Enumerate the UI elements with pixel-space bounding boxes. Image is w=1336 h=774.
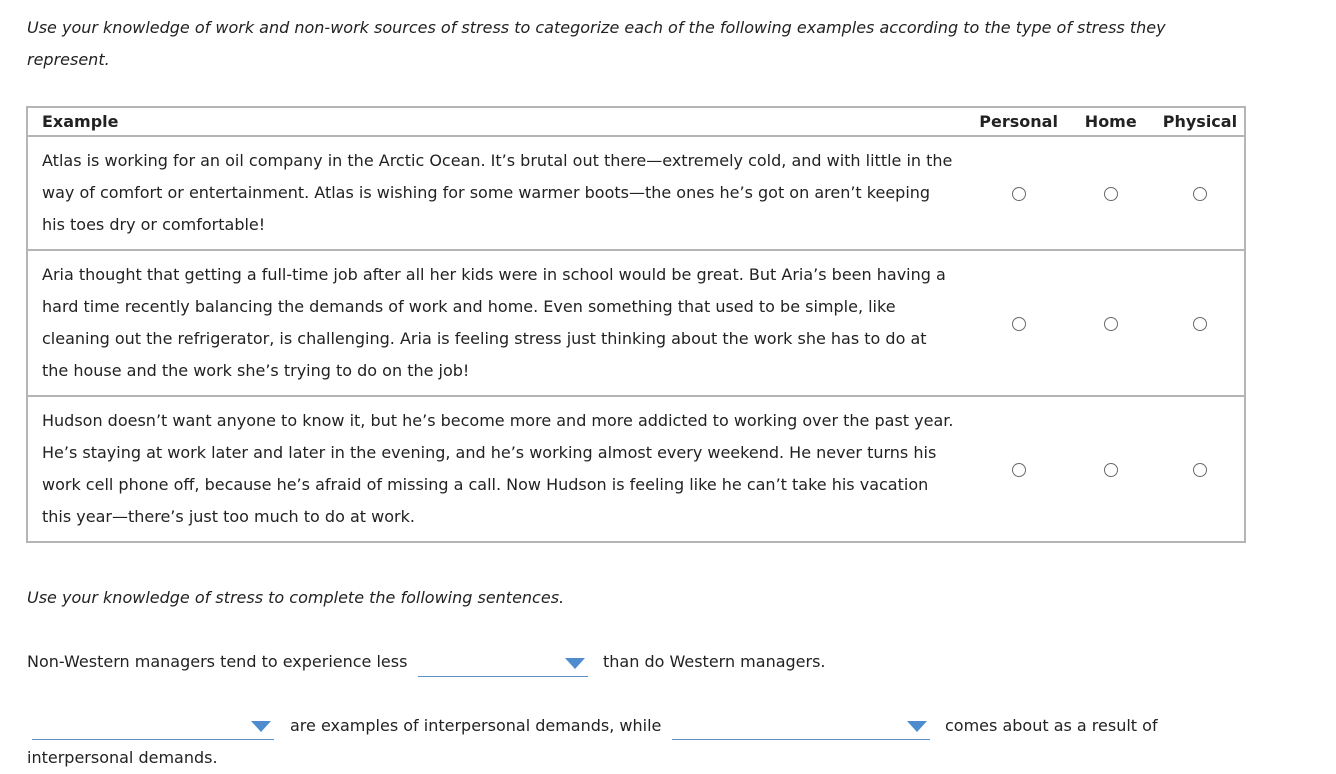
example-text: Atlas is working for an oil company in the Arctic Ocean. It’s brutal out there—extremely cold, and with little in the way of comfort or entertainment. Atlas is wishing for some warmer boots—the ones he’s got on aren’t keeping his toes dry or comfortable!	[27, 136, 972, 250]
sentence2-middle: are examples of interpersonal demands, while	[290, 716, 662, 735]
radio-home[interactable]	[1104, 317, 1118, 331]
sentence1-dropdown[interactable]	[418, 648, 588, 677]
radio-physical[interactable]	[1193, 317, 1207, 331]
sentence2-continuation: interpersonal demands.	[27, 748, 218, 767]
chevron-down-icon	[907, 721, 927, 732]
radio-home[interactable]	[1104, 463, 1118, 477]
header-home: Home	[1066, 107, 1156, 136]
table-row	[27, 396, 1245, 542]
radio-personal[interactable]	[1012, 187, 1026, 201]
sentence1-after: than do Western managers.	[603, 652, 826, 671]
radio-personal[interactable]	[1012, 463, 1026, 477]
instructions-text: Use your knowledge of work and non-work sources of stress to categorize each of the following examples according to the type of stress they represent.	[27, 18, 1166, 69]
stress-categorization-table	[26, 106, 1246, 543]
table-row	[27, 136, 1245, 250]
table-header-row	[27, 107, 1245, 136]
chevron-down-icon	[251, 721, 271, 732]
sentence1-before: Non-Western managers tend to experience less	[27, 652, 408, 671]
radio-physical[interactable]	[1193, 463, 1207, 477]
radio-physical[interactable]	[1193, 187, 1207, 201]
sentence2-after: comes about as a result of	[945, 716, 1158, 735]
example-text: Aria thought that getting a full-time job after all her kids were in school would be great. But Aria’s been having a hard time recently balancing the demands of work and home. Even something that used to be simple, like cleaning out the refrigerator, is challenging. Aria is feeling stress just thinking about the work she has to do at the house and the work she’s trying to do on the job!	[27, 250, 972, 396]
table-row	[27, 250, 1245, 396]
radio-home[interactable]	[1104, 187, 1118, 201]
sentence2-dropdown-1[interactable]	[32, 711, 274, 740]
header-personal: Personal	[972, 107, 1066, 136]
example-text: Hudson doesn’t want anyone to know it, but he’s become more and more addicted to working over the past year. He’s staying at work later and later in the evening, and he’s working almost every weekend. He never turns his work cell phone off, because he’s afraid of missing a call. Now Hudson is feeling like he can’t take his vacation this year—there’s just too much to do at work.	[27, 396, 972, 542]
sentence2-dropdown-2[interactable]	[672, 711, 930, 740]
header-example: Example	[27, 107, 972, 136]
radio-personal[interactable]	[1012, 317, 1026, 331]
header-physical: Physical	[1156, 107, 1245, 136]
chevron-down-icon	[565, 658, 585, 669]
section2-instructions: Use your knowledge of stress to complete the following sentences.	[27, 588, 565, 607]
